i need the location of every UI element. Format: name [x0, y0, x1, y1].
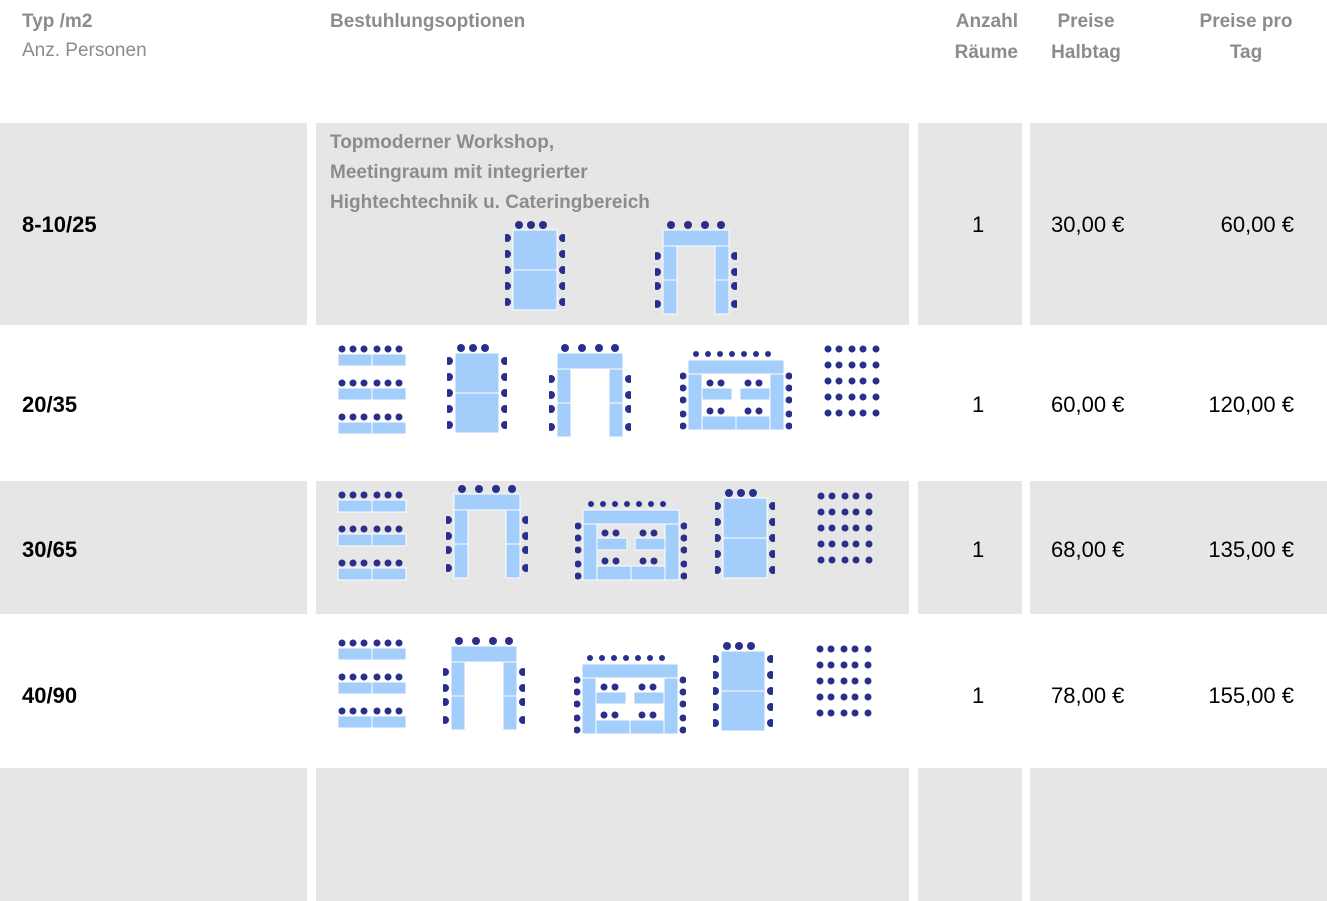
header-anzahl-line1: Anzahl — [955, 11, 1018, 32]
header-typ — [22, 6, 147, 66]
row1-cell-anzahl — [918, 123, 1022, 325]
row3-cell-anzahl — [918, 481, 1022, 614]
row3-price-half: 68,00 € — [1051, 537, 1125, 562]
parliament-icon — [575, 498, 687, 588]
classroom-icon — [336, 340, 408, 436]
header-tag-line2: Tag — [1229, 42, 1263, 63]
header-typ-sublabel: Anz. Personen — [22, 40, 147, 61]
classroom-icon — [336, 486, 408, 582]
row1-description-line1: Topmoderner Workshop, — [330, 132, 555, 153]
row1-price-half: 30,00 € — [1051, 212, 1125, 237]
row1-typ: 8-10/25 — [22, 212, 97, 237]
row2-price-day: 120,00 € — [1208, 392, 1294, 417]
parliament-icon — [574, 652, 686, 742]
header-typ-label: Typ /m2 — [22, 11, 93, 32]
theater-icon — [817, 490, 875, 566]
theater-icon — [816, 643, 874, 719]
header-tag-line1: Preise pro — [1199, 11, 1293, 32]
u-shape-icon — [655, 220, 737, 316]
header-halbtag-line1: Preise — [1057, 11, 1115, 32]
row2-price-half: 60,00 € — [1051, 392, 1125, 417]
row1-description — [330, 128, 890, 218]
row2-typ: 20/35 — [22, 392, 78, 417]
classroom-icon — [336, 634, 408, 730]
block-icon — [713, 641, 773, 733]
row1-description-line3: Hightechtechnik u. Cateringbereich — [330, 192, 650, 213]
row1-price-day: 60,00 € — [1220, 212, 1294, 237]
u-shape-icon — [443, 636, 525, 732]
u-shape-icon — [549, 343, 631, 439]
row5-cell-preise — [1030, 768, 1327, 901]
row2-rooms: 1 — [972, 392, 985, 417]
row3-rooms: 1 — [972, 537, 985, 562]
header-preise-tag — [1176, 6, 1316, 68]
theater-icon — [824, 343, 882, 419]
row1-description-line2: Meetingraum mit integrierter — [330, 162, 588, 183]
header-halbtag-line2: Halbtag — [1051, 42, 1121, 63]
block-icon — [505, 220, 565, 312]
block-icon — [447, 343, 507, 435]
row5-cell-typ — [0, 768, 307, 901]
row4-rooms: 1 — [972, 683, 985, 708]
header-anzahl-raeume — [918, 6, 1018, 68]
header-bestuhlung: Bestuhlungsoptionen — [330, 11, 526, 32]
row4-typ: 40/90 — [22, 683, 78, 708]
row5-cell-bestuhlung — [316, 768, 909, 901]
block-icon — [715, 488, 775, 580]
row4-price-half: 78,00 € — [1051, 683, 1125, 708]
u-shape-icon — [446, 484, 528, 580]
row4-price-day: 155,00 € — [1208, 683, 1294, 708]
parliament-icon — [680, 348, 792, 438]
header-anzahl-line2: Räume — [954, 42, 1018, 63]
row1-rooms: 1 — [972, 212, 985, 237]
header-preise-halbtag — [1030, 6, 1142, 68]
row5-cell-anzahl — [918, 768, 1022, 901]
row3-price-day: 135,00 € — [1208, 537, 1294, 562]
row3-typ: 30/65 — [22, 537, 78, 562]
